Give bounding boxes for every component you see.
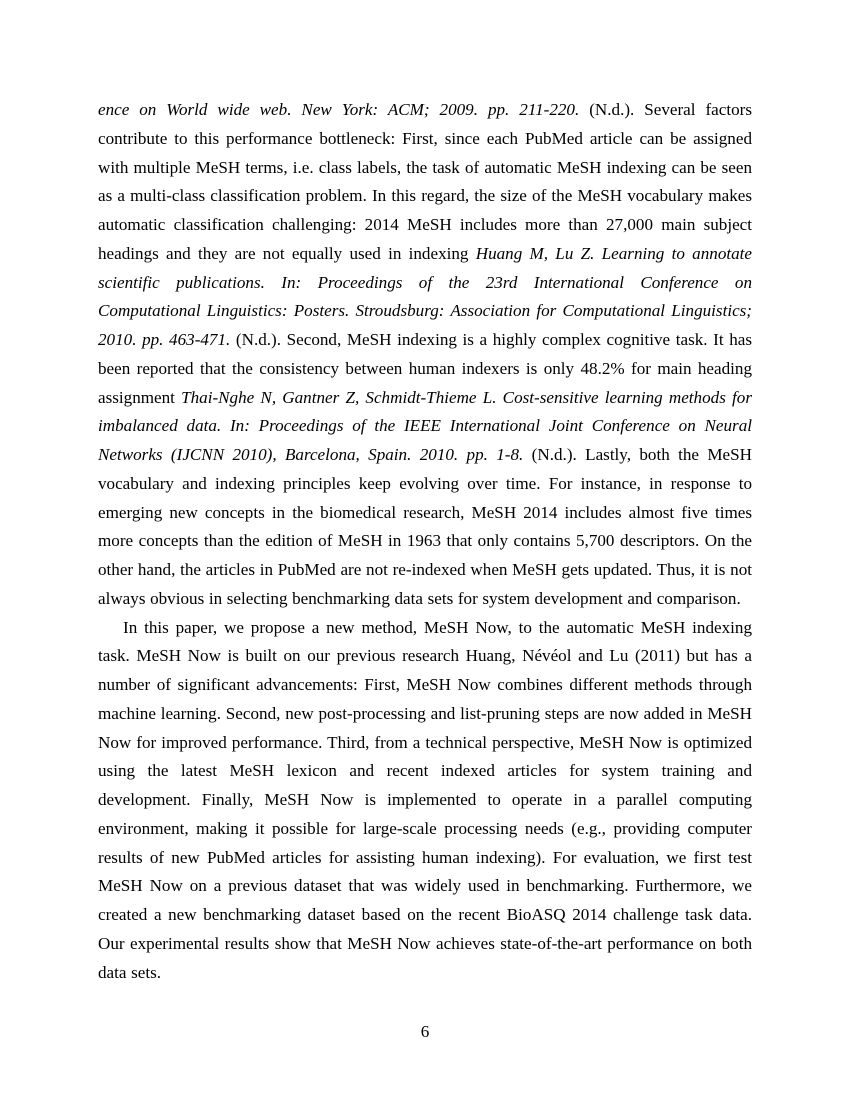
paragraph-continuation — [98, 96, 752, 614]
paragraph-contributions: In this paper, we propose a new method, MeSH Now, to the automatic MeSH indexing task. MeSH Now is built on our previous research Huang, Névéol and Lu (2011) but has a number of significant advancements: First, MeSH Now combines different methods through machine learning. Second, new post-processing and list-pruning steps are now added in MeSH Now for improved performance. Third, from a technical perspective, MeSH Now is optimized using the latest MeSH lexicon and recent indexed articles for system training and development. Finally, MeSH Now is implemented to operate in a parallel computing environment, making it possible for large-scale processing needs (e.g., providing computer results of new PubMed articles for assisting human indexing). For evaluation, we first test MeSH Now on a previous dataset that was widely used in benchmarking. Furthermore, we created a new benchmarking dataset based on the recent BioASQ 2014 challenge task data. Our experimental results show that MeSH Now achieves state-of-the-art performance on both data sets. — [98, 617, 752, 982]
citation-reference-huang-lu-2010: Huang M, Lu Z. Learning to annotate scientific publications. In: Proceedings of the 23rd International Conference on Computational Linguistics: Posters. Stroudsburg: Association for Computational Linguistics; 2010. pp. 463-471. — [98, 243, 752, 349]
paragraph-1-body-part-2: (N.d.). Second, MeSH indexing is a highly complex cognitive task. It has been reported that the consistency between human indexers is only 48.2% for main heading assignment — [98, 330, 752, 407]
paragraph-1-body-part-3: (N.d.). Lastly, both the MeSH vocabulary and indexing principles keep evolving over time. For instance, in response to emerging new concepts in the biomedical research, MeSH 2014 includes almost five times more concepts than the edition of MeSH in 1963 that only contains 5,700 descriptors. On the other hand, the articles in PubMed are not re-indexed when MeSH gets updated. Thus, it is not always obvious in selecting benchmarking data sets for system development and comparison. — [98, 445, 752, 608]
body-text-column — [98, 96, 752, 987]
citation-reference-thai-nghe-2010: Thai-Nghe N, Gantner Z, Schmidt-Thieme L. Cost-sensitive learning methods for imbalanced data. In: Proceedings of the IEEE International Joint Conference on Neural Networks (IJCNN 2010), Barcelona, Spain. 2010. pp. 1-8. — [98, 387, 752, 464]
page-number: 6 — [420, 1022, 430, 1041]
paragraph-1-body-part-1: (N.d.). Several factors contribute to this performance bottleneck: First, since each PubMed article can be assigned with multiple MeSH terms, i.e. class labels, the task of automatic MeSH indexing can be seen as a multi-class classification problem. In this regard, the size of the MeSH vocabulary makes automatic classification challenging: 2014 MeSH includes more than 27,000 main subject headings and they are not equally used in indexing — [98, 100, 752, 263]
citation-reference-acm-2009: ence on World wide web. New York: ACM; 2009. pp. 211-220. — [98, 100, 580, 119]
